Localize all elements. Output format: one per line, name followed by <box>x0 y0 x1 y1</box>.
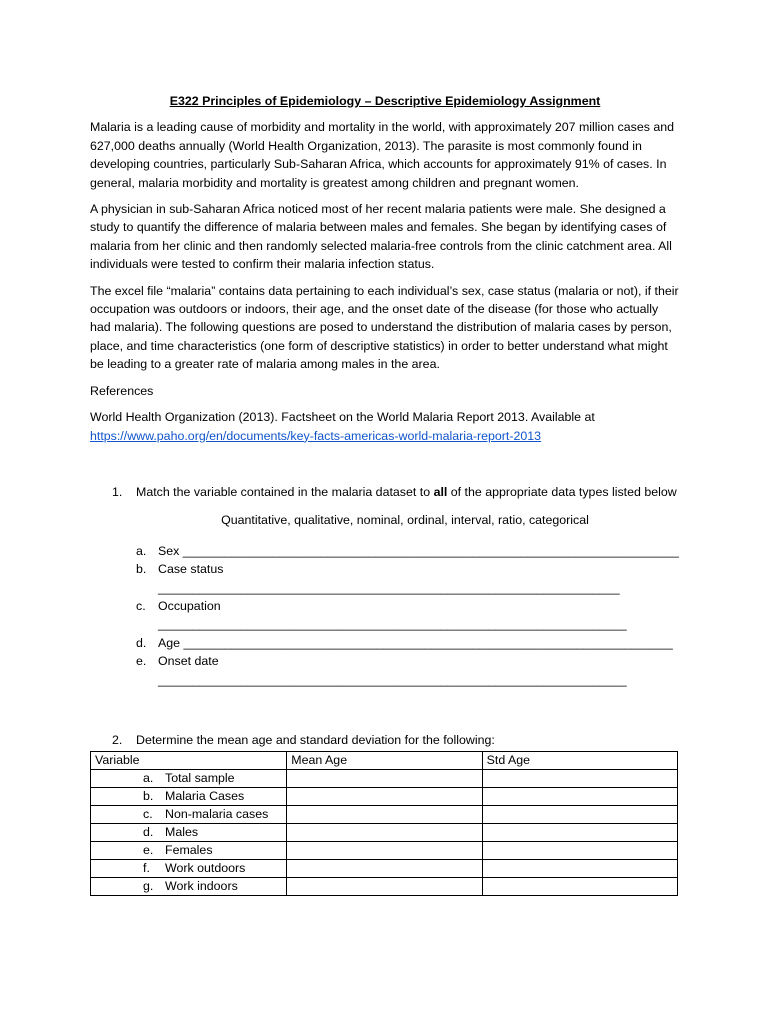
mean-cell[interactable] <box>287 860 482 878</box>
list-item: e. Onset date ____________________________________________________________________ <box>136 654 627 687</box>
table-row: g. Work indoors <box>91 878 678 896</box>
std-cell[interactable] <box>482 824 677 842</box>
mean-cell[interactable] <box>287 824 482 842</box>
std-cell[interactable] <box>482 842 677 860</box>
mean-cell[interactable] <box>287 806 482 824</box>
study-paragraph: A physician in sub-Saharan Africa noticed most of her recent malaria patients were male. She designed a study to quantify the difference of malaria between males and females. She began by identifying cases of malaria from her clinic and then randomly selected malaria-free controls from the clinic catchment area. All individuals were tested to confirm their malaria infection status. <box>90 202 672 272</box>
document-title: E322 Principles of Epidemiology – Descriptive Epidemiology Assignment <box>169 94 601 108</box>
table-header-row <box>91 752 678 770</box>
std-cell[interactable] <box>482 878 677 896</box>
std-cell[interactable] <box>482 770 677 788</box>
table-row: b. Malaria Cases <box>91 788 678 806</box>
reference-link[interactable]: https://www.paho.org/en/documents/key-facts-americas-world-malaria-report-2013 <box>90 428 542 443</box>
mean-cell[interactable] <box>287 788 482 806</box>
question-2 <box>90 731 680 896</box>
question-number: 1. <box>112 484 123 499</box>
mean-cell[interactable] <box>287 878 482 896</box>
std-cell[interactable] <box>482 788 677 806</box>
table-row: f. Work outdoors <box>91 860 678 878</box>
list-item: a. Sex ________________________________________________________________________ <box>136 543 679 558</box>
table-row: e. Females <box>91 842 678 860</box>
question-number: 2. <box>112 732 123 747</box>
table-row: d. Males <box>91 824 678 842</box>
intro-paragraph: Malaria is a leading cause of morbidity and mortality in the world, with approximately 207 million cases and 627,000 deaths annually (World Health Organization, 2013). The parasite is most commonly found in developing countries, particularly Sub-Saharan Africa, which accounts for approximately 91% of cases. In general, malaria morbidity and mortality is greatest among children and pregnant women. <box>90 120 675 190</box>
references-heading: References <box>90 383 154 398</box>
reference-citation: World Health Organization (2013). Factsheet on the World Malaria Report 2013. Available at <box>90 410 595 425</box>
question-text: Determine the mean age and standard deviation for the following: <box>136 732 495 747</box>
list-item: c. Occupation ____________________________________________________________________ <box>136 598 627 632</box>
mean-cell[interactable] <box>287 842 482 860</box>
variable-list <box>90 542 680 689</box>
mean-cell[interactable] <box>287 770 482 788</box>
dataset-paragraph: The excel file “malaria” contains data pertaining to each individual’s sex, case status (malaria or not), if their occupation was outdoors or indoors, their age, and the onset date of the disease (for those who actually had malaria). The following questions are posed to understand the distribution of malaria cases by person, place, and time characteristics (one form of descriptive statistics) in order to better understand what might be leading to a greater rate of malaria among males in the area. <box>90 283 679 372</box>
question-text: Match the variable contained in the malaria dataset to all of the appropriate data types listed below <box>136 484 677 499</box>
list-item: d. Age _______________________________________________________________________ <box>136 635 673 650</box>
header-variable: Variable <box>91 752 287 770</box>
document-page <box>90 92 680 896</box>
age-table <box>90 751 678 896</box>
header-mean-age: Mean Age <box>287 752 482 770</box>
table-row: a. Total sample <box>91 770 678 788</box>
data-types-line: Quantitative, qualitative, nominal, ordinal, interval, ratio, categorical <box>221 513 589 528</box>
list-item: b. Case status ___________________________________________________________________ <box>136 562 620 595</box>
reference-entry <box>90 408 680 445</box>
header-std-age: Std Age <box>482 752 677 770</box>
std-cell[interactable] <box>482 806 677 824</box>
table-row: c. Non-malaria cases <box>91 806 678 824</box>
std-cell[interactable] <box>482 860 677 878</box>
question-1 <box>90 483 680 689</box>
